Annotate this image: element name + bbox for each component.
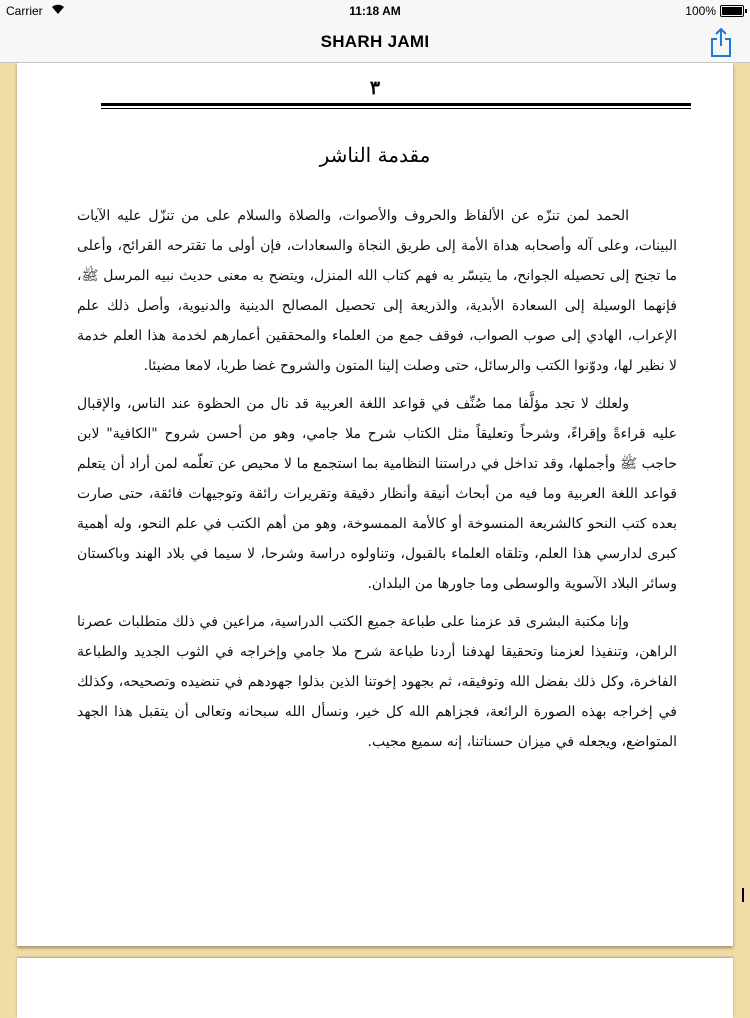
- next-book-page[interactable]: [17, 958, 733, 1018]
- book-page[interactable]: [17, 63, 733, 946]
- paragraph-1: الحمد لمن تنزّه عن الألفاظ والحروف والأصوات، والصلاة والسلام على من تنزّل عليه الآيات البينات، وعلى آله وأصحابه هداة الأمة إلى طريق النجاة والسعادات، فإن أولى ما تقترحه القرائح، وأعلى ما تجنح إلى تحصيله الجوانح، ما يتيسّر به فهم كتاب الله المنزل، ويتضح به معنى حديث نبيه المرسل ﷺ، فإنهما الوسيلة إلى السعادة الأبدية، والذريعة إلى تحصيل المصالح الدينية والدنيوية، وأصل ذلك علم الإعراب، الهادي إلى صوب الصواب، فوقف جمع من العلماء والمحققين أعمارهم لخدمة هذا العلم خدمة لا نظير لها، ودوّنوا الكتب والرسائل، حتى وصلت إلينا المتون والشروح غضا طريا، لامعا مضيئا.: [77, 208, 677, 374]
- page-body: [77, 201, 677, 765]
- nav-title: SHARH JAMI: [320, 32, 430, 51]
- header-rule-thin: [101, 108, 691, 109]
- header-rule: [101, 103, 691, 106]
- battery-percentage: 100%: [685, 4, 716, 18]
- paragraph-2: ولعلك لا تجد مؤلَّفا مما صُنِّف في قواعد اللغة العربية قد نال من الحظوة عند الناس، والإقبال عليه قراءةً وإقراءً، وشرحاً وتعليقاً مثل الكتاب شرح ملا جامي، وهو من أحسن شروح "الكافية" لابن حاجب ﷺ وأجملها، وقد تداخل في دراستنا النظامية بما استجمع ما لا محيص عن تعلّمه لمن أراد أن يتعلم قواعد اللغة العربية وما فيه من أبحاث أنيقة وأنظار دقيقة وتقريرات رائقة وتوجيهات فائقة، حتى صارت بعده كتب النحو كالشريعة المنسوخة أو كالأمة الممسوخة، وهو من أهم الكتب في علم النحو، وله أهمية كبرى لدارسي هذا العلم، وتلقاه العلماء بالقبول، وتناولوه دراسة وشرحا، لا سيما في بلاد الهند وباكستان وسائر البلاد الآسوية والوسطى وما جاورها من البلدان.: [77, 396, 677, 592]
- page-heading: مقدمة الناشر: [319, 143, 431, 167]
- share-icon[interactable]: [707, 26, 735, 58]
- carrier-label: Carrier: [6, 4, 43, 18]
- clock: 11:18 AM: [349, 4, 401, 18]
- navigation-bar: [0, 22, 750, 63]
- battery-icon: [720, 5, 744, 17]
- status-bar: [0, 0, 750, 22]
- page-number: ٣: [369, 77, 381, 99]
- scroll-indicator[interactable]: [742, 888, 744, 902]
- paragraph-3: وإنا مكتبة البشرى قد عزمنا على طباعة جميع الكتب الدراسية، مراعين في ذلك متطلبات عصرنا الراهن، وتنفيذا لعزمنا وتحقيقا لهدفنا أردنا طباعة شرح ملا جامي وإخراجه في الثوب الجديد والطباعة الفاخرة، وكل ذلك بفضل الله وتوفيقه، ثم بجهود إخوتنا الذين بذلوا جهودهم في تنضيده وتصحيحه، وكذلك في إخراجه بهذه الصورة الرائعة، فجزاهم الله كل خير، ونسأل الله سبحانه وتعالى أن يتقبل هذا الجهد المتواضع، ويجعله في ميزان حسناتنا، إنه سميع مجيب.: [77, 614, 677, 750]
